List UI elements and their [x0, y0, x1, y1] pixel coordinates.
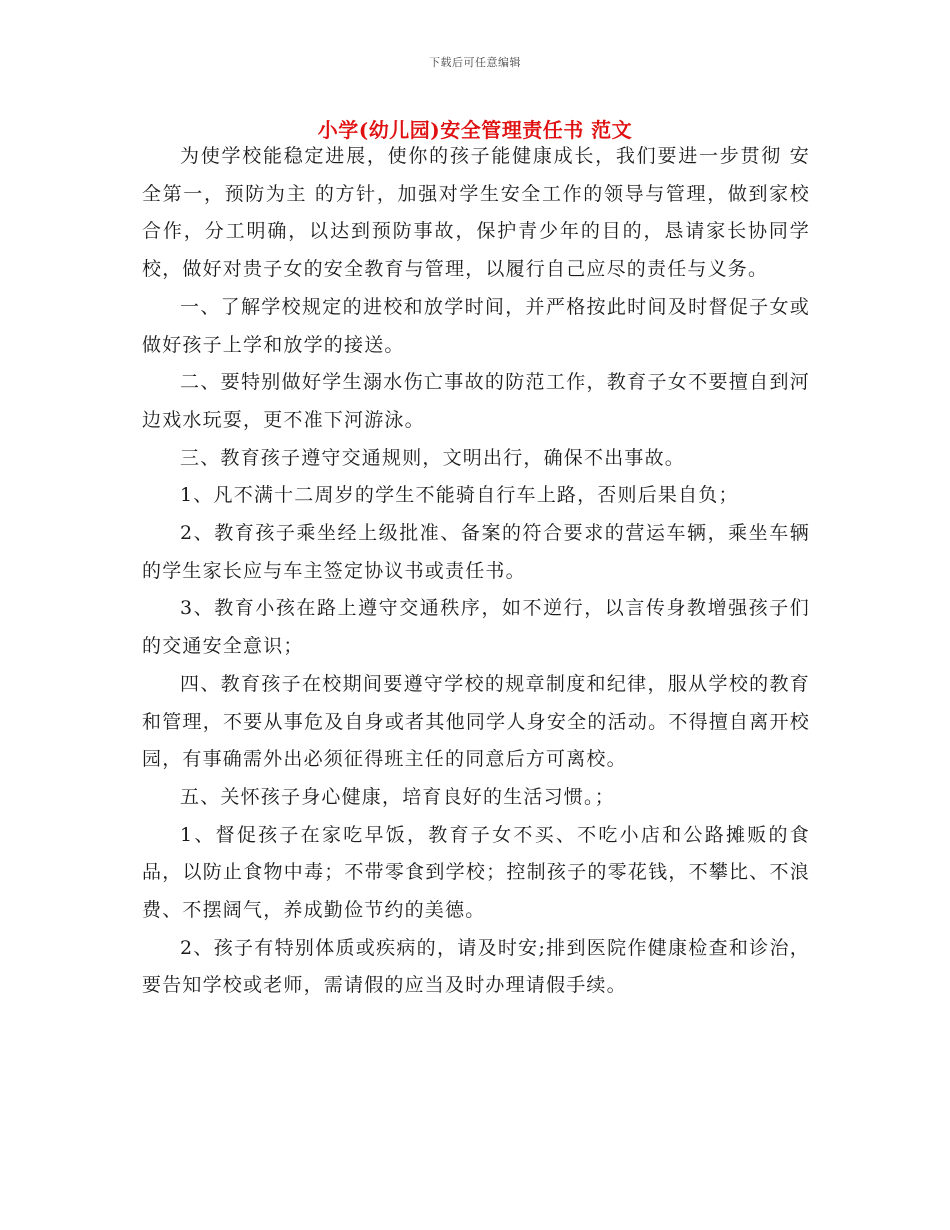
- paragraph-section-2: 二、要特别做好学生溺水伤亡事故的防范工作，教育子女不要擅自到河边戏水玩耍，更不准下河游泳。: [142, 371, 810, 431]
- paragraph-section-3: 三、教育孩子遵守交通规则，文明出行，确保不出事故。: [180, 446, 686, 469]
- paragraph-section-5-item-2: 2、孩子有特别体质或疾病的，请及时安;排到医院作健康检查和诊治，要告知学校或老师，需请假的应当及时办理请假手续。: [142, 936, 810, 997]
- paragraph-section-4: 四、教育孩子在校期间要遵守学校的规章制度和纪律，服从学校的教育和管理，不要从事危及自身或者其他同学人身安全的活动。不得擅自离开校园，有事确需外出必须征得班主任的同意后方可离校。: [142, 672, 810, 771]
- paragraph-section-5: 五、关怀孩子身心健康，培育良好的生活习惯。；: [180, 785, 615, 808]
- header-note: 下载后可任意编辑: [429, 56, 521, 69]
- paragraph-section-3-item-2: 2、教育孩子乘坐经上级批准、备案的符合要求的营运车辆，乘坐车辆的学生家长应与车主签定协议书或责任书。: [142, 522, 810, 582]
- paragraph-section-5-item-1: 1、督促孩子在家吃早饭，教育子女不买、不吃小店和公路摊贩的食品，以防止食物中毒；不带零食到学校；控制孩子的零花钱，不攀比、不浪费、不摆阔气，养成勤俭节约的美德。: [142, 823, 810, 922]
- document-title: 小学(幼儿园)安全管理责任书 范文: [317, 118, 633, 142]
- paragraph-intro: 为使学校能稳定进展，使你的孩子能健康成长，我们要进一步贯彻 安全第一，预防为主 的方针，加强对学生安全工作的领导与管理，做到家校合作，分工明确，以达到预防事故，保护青少年的目的，恳请家长协同学校，做好对贵子女的安全教育与管理，以履行自己应尽的责任与义务。: [142, 145, 810, 281]
- paragraph-section-3-item-3: 3、教育小孩在路上遵守交通秩序，如不逆行，以言传身教增强孩子们的交通安全意识；: [142, 597, 810, 658]
- paragraph-section-3-item-1: 1、凡不满十二周岁的学生不能骑自行车上路，否则后果自负；: [180, 484, 739, 507]
- paragraph-section-1: 一、了解学校规定的进校和放学时间，并严格按此时间及时督促子女或做好孩子上学和放学的接送。: [142, 295, 810, 356]
- document-body: [142, 138, 810, 1005]
